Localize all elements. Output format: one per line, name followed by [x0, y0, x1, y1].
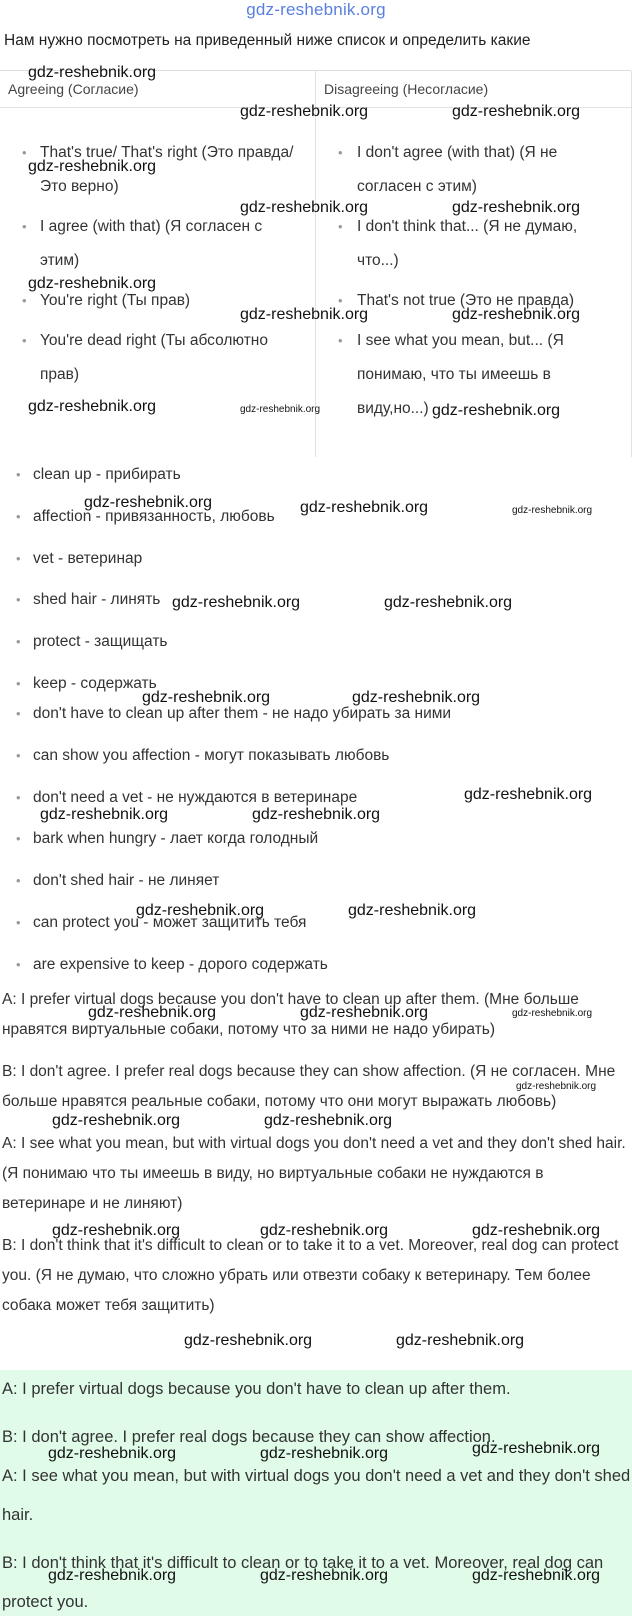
site-title[interactable]: gdz-reshebnik.org — [246, 0, 386, 19]
watermark: gdz-reshebnik.org — [260, 1445, 389, 1462]
watermark: gdz-reshebnik.org — [452, 103, 581, 120]
watermark: gdz-reshebnik.org — [464, 786, 593, 803]
watermark: gdz-reshebnik.org — [512, 1008, 593, 1019]
answer-line: A: I see what you mean, but with virtual dogs you don't need a vet and they don't shed hair. — [2, 1467, 631, 1524]
watermark: gdz-reshebnik.org — [172, 594, 301, 611]
disagreeing-column — [315, 71, 632, 457]
vocab-item: • protect - защищать — [0, 626, 632, 668]
answer-line: B: I don't agree. I prefer real dogs because they can show affection. — [2, 1428, 496, 1446]
watermark: gdz-reshebnik.org — [48, 1445, 177, 1462]
vocab-item: • don't shed hair - не линяет — [0, 865, 632, 907]
vocab-item: • don't have to clean up after them - не надо убирать за ними — [0, 698, 632, 740]
watermark: gdz-reshebnik.org — [240, 306, 369, 323]
watermark: gdz-reshebnik.org — [48, 1567, 177, 1584]
list-item: • That's true/ That's right (Это правда/Это верно) — [0, 136, 315, 204]
list-item: • You're dead right (Ты абсолютно прав) — [0, 324, 315, 392]
dialog-line: A: I prefer virtual dogs because you don't have to clean up after them. (Мне больше нравятся виртуальные собаки, потому что за ними не надо убирать) — [2, 991, 579, 1038]
watermark: gdz-reshebnik.org — [88, 1004, 217, 1021]
watermark: gdz-reshebnik.org — [184, 1332, 313, 1349]
vocab-item: • bark when hungry - лает когда голодный — [0, 823, 632, 865]
vocab-item: • vet - ветеринар — [0, 543, 632, 585]
list-item: • I don't think that... (Я не думаю, что...) — [316, 210, 631, 278]
vocab-item: • don't need a vet - не нуждаются в ветеринаре — [0, 782, 632, 824]
watermark: gdz-reshebnik.org — [240, 199, 369, 216]
watermark: gdz-reshebnik.org — [260, 1567, 389, 1584]
vocabulary-list — [0, 459, 632, 991]
watermark: gdz-reshebnik.org — [472, 1440, 601, 1457]
watermark: gdz-reshebnik.org — [240, 103, 369, 120]
watermark: gdz-reshebnik.org — [28, 64, 157, 81]
watermark: gdz-reshebnik.org — [52, 1222, 181, 1239]
disagreeing-list — [316, 108, 631, 426]
watermark: gdz-reshebnik.org — [252, 806, 381, 823]
dialog-line: A: I see what you mean, but with virtual dogs you don't need a vet and they don't shed hair. (Я понимаю что ты имеешь в виду, но виртуальные собаки не нуждаются в ветеринаре и не линяют) — [2, 1135, 626, 1212]
watermark: gdz-reshebnik.org — [472, 1222, 601, 1239]
dialog-translated — [0, 985, 628, 1333]
watermark: gdz-reshebnik.org — [84, 494, 213, 511]
watermark: gdz-reshebnik.org — [264, 1112, 393, 1129]
watermark: gdz-reshebnik.org — [142, 689, 271, 706]
vocab-item: • clean up - прибирать — [0, 459, 632, 501]
list-item: • I see what you mean, but... (Я понимаю, что ты имеешь в виду,но...) — [316, 324, 631, 426]
intro-text: Нам нужно посмотреть на приведенный ниже список и определить какие — [4, 32, 531, 49]
vocab-item: • shed hair - линять — [0, 584, 632, 626]
dialog-line: B: I don't think that it's difficult to clean or to take it to a vet. Moreover, real dog can protect you. (Я не думаю, что сложно убрать или отвезти собаку к ветеринару. Тем более собака может тебя защитить) — [2, 1237, 619, 1314]
watermark: gdz-reshebnik.org — [52, 1112, 181, 1129]
list-item: • I don't agree (with that) (Я не согласен с этим) — [316, 136, 631, 204]
answer-line: A: I prefer virtual dogs because you don't have to clean up after them. — [2, 1380, 511, 1398]
watermark: gdz-reshebnik.org — [136, 902, 265, 919]
watermark: gdz-reshebnik.org — [28, 275, 157, 292]
answer-line: B: I don't think that it's difficult to clean or to take it to a vet. Moreover, real dog can protect you. — [2, 1554, 604, 1611]
watermark: gdz-reshebnik.org — [300, 499, 429, 516]
vocab-item: • keep - содержать — [0, 668, 632, 698]
watermark: gdz-reshebnik.org — [260, 1222, 389, 1239]
watermark: gdz-reshebnik.org — [452, 199, 581, 216]
watermark: gdz-reshebnik.org — [396, 1332, 525, 1349]
watermark: gdz-reshebnik.org — [512, 505, 593, 516]
list-item: • I agree (with that) (Я согласен с этим) — [0, 210, 315, 278]
watermark: gdz-reshebnik.org — [40, 806, 169, 823]
watermark: gdz-reshebnik.org — [432, 402, 561, 419]
watermark: gdz-reshebnik.org — [240, 404, 321, 415]
watermark: gdz-reshebnik.org — [348, 902, 477, 919]
watermark: gdz-reshebnik.org — [300, 1004, 429, 1021]
watermark: gdz-reshebnik.org — [28, 158, 157, 175]
list-item: • That's not true (Это не правда) — [316, 284, 631, 318]
watermark: gdz-reshebnik.org — [516, 1081, 597, 1092]
watermark: gdz-reshebnik.org — [452, 306, 581, 323]
watermark: gdz-reshebnik.org — [472, 1567, 601, 1584]
list-item: • You're right (Ты прав) — [0, 284, 315, 318]
watermark: gdz-reshebnik.org — [28, 398, 157, 415]
vocab-item: • are expensive to keep - дорого содержать — [0, 949, 632, 991]
vocab-item: • can protect you - может защитить тебя — [0, 907, 632, 949]
vocab-item: • affection - привязанность, любовь — [0, 501, 632, 543]
watermark: gdz-reshebnik.org — [352, 689, 481, 706]
disagreeing-header: Disagreeing (Несогласие) — [316, 71, 631, 108]
watermark: gdz-reshebnik.org — [384, 594, 513, 611]
agreeing-header: Agreeing (Согласие) — [0, 71, 315, 108]
agreeing-list — [0, 108, 315, 392]
vocab-item: • can show you affection - могут показывать любовь — [0, 740, 632, 782]
dialog-line: B: I don't agree. I prefer real dogs because they can show affection. (Я не согласен. Мне больше нравятся реальные собаки, потому что они могут выражать любовь) — [2, 1063, 616, 1110]
